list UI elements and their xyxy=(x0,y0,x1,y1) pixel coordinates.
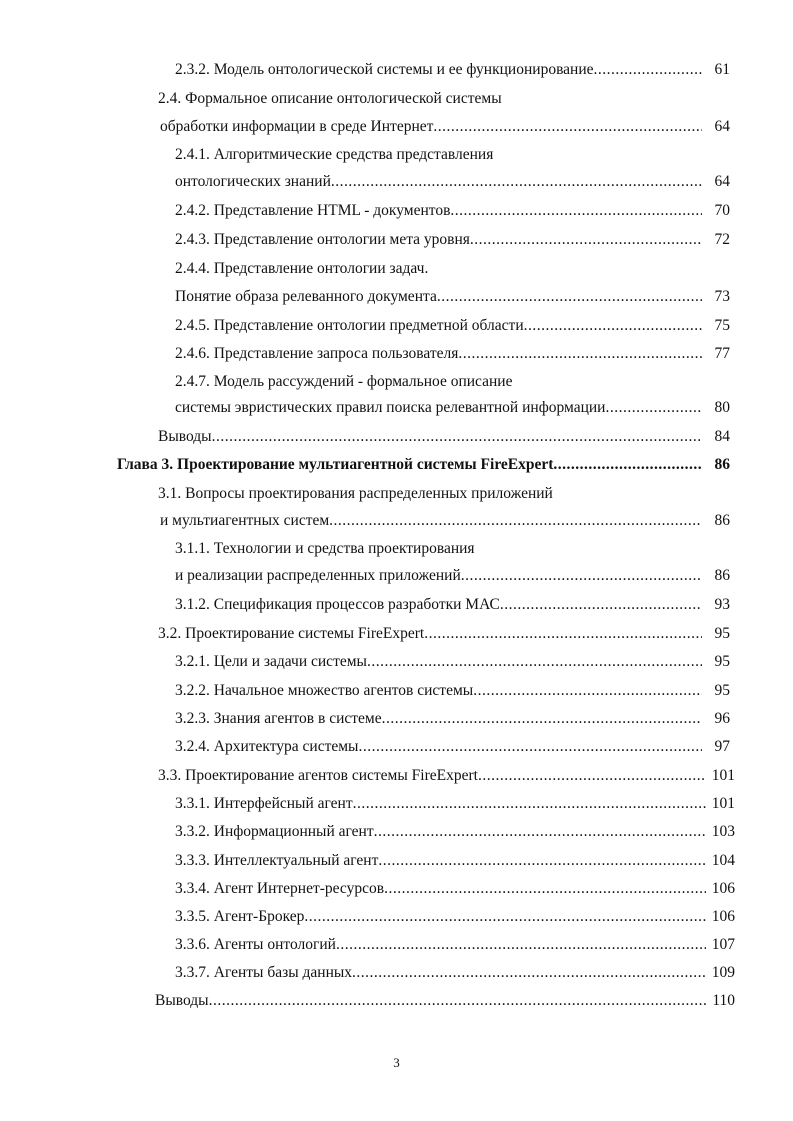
toc-entry-page: 77 xyxy=(714,345,730,362)
toc-entry-title: 2.3.2. Модель онтологической системы и ее функционирование xyxy=(175,61,594,78)
toc-entry-page: 86 xyxy=(714,567,730,584)
toc-entry-title: 3.2.3. Знания агентов в системе xyxy=(175,710,382,727)
toc-entry-title: 3.3.3. Интеллектуальный агент xyxy=(175,852,379,869)
toc-entry xyxy=(175,907,735,927)
toc-entry xyxy=(175,372,730,392)
dot-leader xyxy=(336,935,706,955)
toc-entry-page: 109 xyxy=(711,964,735,981)
dot-leader xyxy=(358,737,702,757)
toc-entry xyxy=(160,511,730,531)
toc-entry-page: 93 xyxy=(714,596,730,613)
toc-entry-title: 3.2.1. Цели и задачи системы xyxy=(175,653,367,670)
dot-leader xyxy=(478,766,706,786)
toc-entry-title: обработки информации в среде Интернет xyxy=(160,118,434,135)
toc-entry-page: 86 xyxy=(714,456,730,473)
toc-entry-title: 3.3.7. Агенты базы данных xyxy=(175,964,353,981)
toc-entry xyxy=(158,484,730,504)
toc-entry-title: Глава 3. Проектирование мультиагентной системы FireExpert xyxy=(117,456,554,473)
dot-leader xyxy=(500,595,702,615)
page-number: 3 xyxy=(393,1055,400,1070)
dot-leader xyxy=(367,652,702,672)
toc-entry xyxy=(160,117,730,137)
toc-entry xyxy=(175,60,730,80)
toc-entry-page: 101 xyxy=(711,795,735,812)
toc-entry-page: 80 xyxy=(714,399,730,416)
toc-entry-title: 3.3.1. Интерфейсный агент xyxy=(175,795,353,812)
dot-leader xyxy=(382,709,702,729)
toc-entry-title: 3.2.2. Начальное множество агентов системы xyxy=(175,682,474,699)
dot-leader xyxy=(470,230,702,250)
toc-entry-title: 3.1.2. Спецификация процессов разработки МАС xyxy=(175,596,500,613)
dot-leader xyxy=(605,398,702,418)
toc-entry-title: 3.3. Проектирование агентов системы FireExpert xyxy=(158,767,478,784)
toc-entry xyxy=(175,595,730,615)
toc-entry-title: Выводы xyxy=(158,428,212,445)
toc-entry-title: 2.4. Формальное описание онтологической системы xyxy=(158,90,502,107)
toc-entry xyxy=(175,398,730,418)
toc-entry xyxy=(158,624,730,644)
toc-entry-page: 95 xyxy=(714,625,730,642)
toc-entry-title: 2.4.3. Представление онтологии мета уровня xyxy=(175,231,470,248)
toc-entry xyxy=(175,681,730,701)
toc-entry-page: 101 xyxy=(711,767,735,784)
dot-leader xyxy=(450,201,702,221)
toc-entry-title: 2.4.1. Алгоритмические средства представления xyxy=(175,146,494,163)
toc-entry-page: 104 xyxy=(711,852,735,869)
toc-entry-page: 61 xyxy=(714,61,730,78)
toc-entry-title: 2.4.7. Модель рассуждений - формальное описание xyxy=(175,373,513,390)
toc-entry-title: 2.4.6. Представление запроса пользователя xyxy=(175,345,459,362)
dot-leader xyxy=(209,991,707,1011)
toc-entry xyxy=(175,794,735,814)
toc-entry xyxy=(175,201,730,221)
dot-leader xyxy=(473,681,702,701)
toc-entry-title: Выводы xyxy=(155,992,209,1009)
toc-entry-title: 3.2.4. Архитектура системы xyxy=(175,738,359,755)
toc-entry xyxy=(175,851,735,871)
toc-entry-title: 3.1.1. Технологии и средства проектирования xyxy=(175,540,475,557)
toc-entry xyxy=(175,145,730,165)
toc-entry-page: 70 xyxy=(714,202,730,219)
toc-entry-page: 96 xyxy=(714,710,730,727)
toc-entry xyxy=(175,230,730,250)
toc-entry xyxy=(158,766,735,786)
toc-entry-page: 72 xyxy=(714,231,730,248)
toc-entry-title: 3.3.4. Агент Интернет-ресурсов xyxy=(175,880,385,897)
toc-entry xyxy=(175,709,730,729)
toc-entry xyxy=(175,172,730,192)
toc-entry-page: 95 xyxy=(714,682,730,699)
toc-entry-page: 86 xyxy=(714,512,730,529)
dot-leader xyxy=(461,566,702,586)
toc-entry-title: онтологических знаний xyxy=(175,173,331,190)
dot-leader xyxy=(352,963,706,983)
toc-entry xyxy=(175,259,730,279)
toc-entry-page: 106 xyxy=(711,908,735,925)
toc-entry-page: 95 xyxy=(714,653,730,670)
toc-entry xyxy=(175,963,735,983)
toc-entry xyxy=(158,427,730,447)
toc-entry-page: 84 xyxy=(714,428,730,445)
toc-entry xyxy=(155,991,735,1011)
toc-entry xyxy=(175,316,730,336)
dot-leader xyxy=(433,117,702,137)
toc-entry xyxy=(175,879,735,899)
toc-entry-title: 3.3.5. Агент-Брокер xyxy=(175,908,305,925)
dot-leader xyxy=(594,60,702,80)
toc-entry xyxy=(175,539,730,559)
toc-entry-title: и мультиагентных систем xyxy=(160,512,330,529)
dot-leader xyxy=(331,172,702,192)
dot-leader xyxy=(378,851,705,871)
toc-entry xyxy=(175,737,730,757)
toc-entry xyxy=(175,566,730,586)
dot-leader xyxy=(437,287,702,307)
dot-leader xyxy=(458,344,702,364)
dot-leader xyxy=(329,511,702,531)
toc-entry-page: 64 xyxy=(714,118,730,135)
toc-entry-title: 2.4.4. Представление онтологии задач. xyxy=(175,260,429,277)
toc-entry xyxy=(175,935,735,955)
dot-leader xyxy=(212,427,702,447)
toc-entry xyxy=(175,287,730,307)
toc-entry xyxy=(175,344,730,364)
toc-entry-title: 3.1. Вопросы проектирования распределенных приложений xyxy=(158,485,553,502)
toc-entry xyxy=(158,89,730,109)
toc-entry-page: 106 xyxy=(711,880,735,897)
dot-leader xyxy=(304,907,705,927)
toc-entry-page: 97 xyxy=(714,738,730,755)
toc-entry xyxy=(117,455,730,475)
toc-entry-title: 2.4.5. Представление онтологии предметной области xyxy=(175,317,524,334)
dot-leader xyxy=(384,879,706,899)
toc-entry xyxy=(175,652,730,672)
toc-entry-page: 110 xyxy=(712,992,735,1009)
toc-entry-title: Понятие образа релеванного документа xyxy=(175,288,437,305)
toc-entry-title: и реализации распределенных приложений xyxy=(175,567,461,584)
toc-entry-page: 107 xyxy=(711,936,735,953)
dot-leader xyxy=(524,316,702,336)
toc-entry xyxy=(175,822,735,842)
toc-entry-title: 3.3.2. Информационный агент xyxy=(175,823,374,840)
toc-entry-title: 3.2. Проектирование системы FireExpert xyxy=(158,625,425,642)
toc-entry-title: системы эвристических правил поиска релевантной информации xyxy=(175,399,606,416)
dot-leader xyxy=(353,794,706,814)
toc-entry-page: 75 xyxy=(714,317,730,334)
toc-entry-title: 3.3.6. Агенты онтологий xyxy=(175,936,336,953)
dot-leader xyxy=(374,822,706,842)
dot-leader xyxy=(553,455,702,475)
toc-entry-page: 73 xyxy=(714,288,730,305)
toc-entry-page: 103 xyxy=(711,823,735,840)
toc-entry-title: 2.4.2. Представление HTML - документов xyxy=(175,202,451,219)
dot-leader xyxy=(424,624,702,644)
toc-entry-page: 64 xyxy=(714,173,730,190)
